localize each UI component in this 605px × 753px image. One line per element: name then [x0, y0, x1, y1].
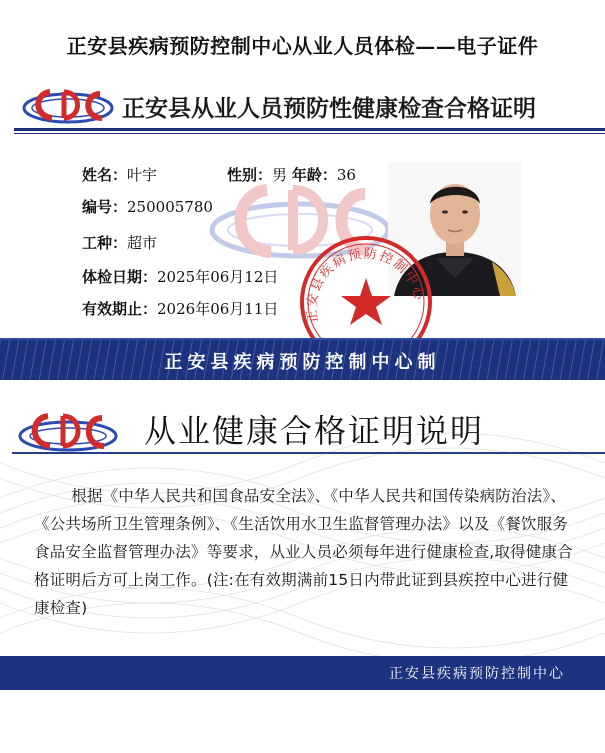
id-label: 编号：: [82, 198, 128, 216]
id-value: 250005780: [127, 198, 213, 216]
explanation-card: [0, 378, 605, 686]
job-value: 超市: [127, 234, 158, 252]
gender-value: 男: [272, 166, 288, 184]
exam-date-value: 2025年06月12日: [157, 268, 279, 286]
name-value: 叶宇: [127, 166, 158, 184]
header-rule: [14, 128, 605, 131]
page-title: 正安县疾病预防控制中心从业人员体检——电子证件: [66, 34, 539, 58]
id-field: [82, 196, 213, 217]
cdc-logo-icon: [16, 410, 120, 454]
health-certificate-card: [0, 82, 605, 378]
explanation-title: 从业健康合格证明说明: [144, 412, 485, 450]
certificate-issuer: 正安县疾病预防控制中心制: [164, 352, 441, 373]
name-label: 姓名：: [82, 166, 128, 184]
explanation-rule: [12, 452, 605, 454]
name-field: [82, 164, 157, 185]
valid-until-field: [82, 298, 278, 319]
exam-date-label: 体检日期：: [82, 268, 158, 286]
valid-until-value: 2026年06月11日: [157, 300, 279, 318]
certificate-footer: [0, 338, 605, 380]
cdc-logo-icon: [20, 86, 118, 126]
explanation-body: 根据《中华人民共和国食品安全法》、《中华人民共和国传染病防治法》、《公共场所卫生管理条例》、《生活饮用水卫生监督管理办法》以及《餐饮服务食品安全监督管理办法》等要求，从业人员必须每年进行健康检查,取得健康合格证明后方可上岗工作。(注:在有效期满前15日内带此证到县疾控中心进行健康检查): [34, 487, 573, 617]
certificate-title: 正安县从业人员预防性健康检查合格证明: [122, 96, 536, 122]
age-value: 36: [336, 166, 356, 184]
certificate-header: [0, 82, 605, 134]
seal-ring-text: 正安县疾病预防控制中心: [304, 246, 427, 324]
explanation-footer: [0, 656, 605, 690]
exam-date-field: [82, 266, 278, 287]
explanation-issuer: 正安县疾病预防控制中心: [389, 666, 565, 682]
age-label: 年龄：: [291, 166, 337, 184]
gender-age-field: [227, 164, 356, 185]
valid-until-label: 有效期止：: [82, 300, 158, 318]
header-rule-thin: [14, 133, 605, 134]
gender-label: 性别：: [227, 166, 273, 184]
job-field: [82, 232, 157, 253]
job-label: 工种：: [82, 234, 128, 252]
